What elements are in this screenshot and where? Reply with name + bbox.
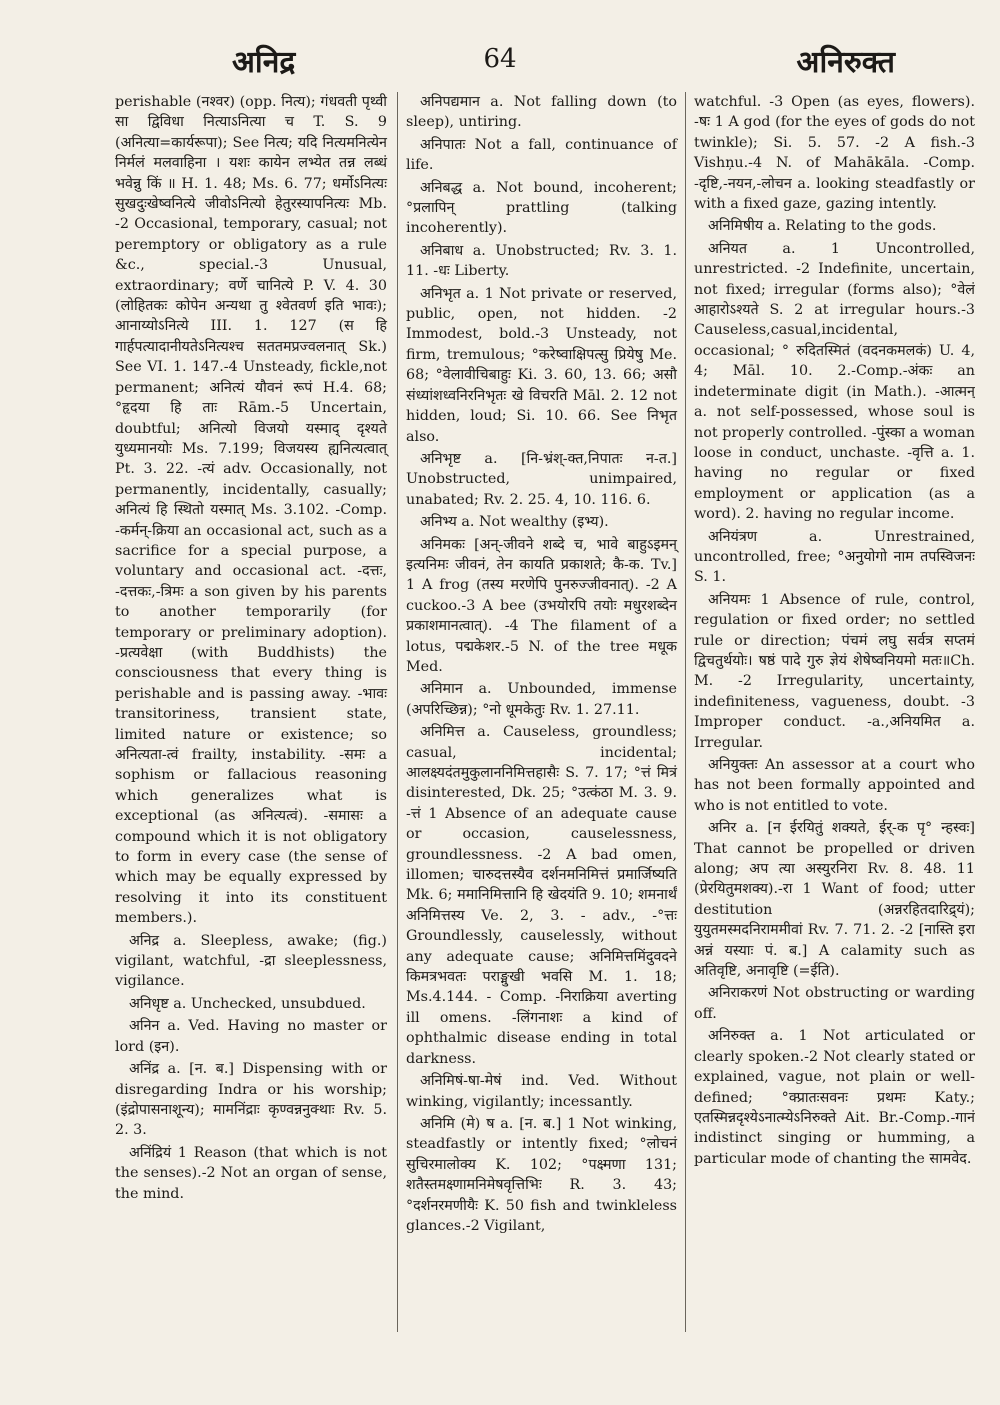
entry: perishable (नश्वर) (opp. नित्य); गंधवती पृथ्वी सा द्विविधा नित्याऽनित्या च T. S. 9 (अनित्या=कार्यरूपा); See नित्य; यदि नित्यमनित्येन निर्मलं मलवाहिना । यशः कायेन लभ्येत तन्न लब्धं भवेन्नु किं ॥ H. 1. 48; Ms. 6. 77; धर्मोऽनित्यः सुखदुःखेष्वनित्ये जीवोऽनित्यो हेतुरस्यापनित्यः Mb. -2 Occasional, temporary, casual; not peremptory or obligatory as a rule &c., special.-3 Unusual, extraordinary; वर्णे चानित्ये P. V. 4. 30 (लोहितकः कोपेन अन्यथा तु श्वेतवर्ण इति भावः); आनाय्योऽनित्ये III. 1. 127 (स हि गार्हपत्यादानीयतेऽनित्यश्च सततमप्रज्वलनात् Sk.) See VI. 1. 147.-4 Unsteady, fickle,not permanent; अनित्यं यौवनं रूपं H.4. 68; °हृदया हि ताः Rām.-5 Uncertain, doubtful; अनित्यो विजयो यस्माद् दृश्यते युध्यमानयोः Ms. 7.199; विजयस्य ह्यनित्यत्वात् Pt. 3. 22. -त्यं adv. Occasionally, not permanently, incidentally, casually; अनित्यं हि स्थितो यस्मात् Ms. 3.102. -Comp. -कर्मन्-क्रिया an occasional act, such as a sacrifice for a special purpose, a voluntary and occasional act. -दत्तः, -दत्तकः,-त्रिमः a son given by his parents to another temporarily (for temporary or preliminary adoption). -प्रत्यवेक्षा (with Buddhists) the consciousness that every thing is perishable and is passing away. -भावः transitoriness, transient state, limited nature or existence; so अनित्यता-त्वं frailty, instability. -समः a sophism or fallacious reasoning which generalizes what is exceptional (as अनित्यत्वं). -समासः a compound which it is not obligatory to form in every case (the sense of which may be equally expressed by resolving it into its constituent members.). — [115, 94, 387, 927]
entry: अनिमिषीय a. Relating to the gods. — [708, 218, 937, 235]
entry: अनिभृत a. 1 Not private or reserved, public, open, not hidden. -2 Immodest, bold.-3 Unsteady, not firm, tremulous; °करेष्वाक्षिपत्सु प्रियेषु Me. 68; °वेलावीचिबाहुः Ki. 3. 60, 13. 66; असौ संध्यांशध्वनिरनिभृतः खे विचरति Māl. 2. 12 not hidden, loud; Si. 10. 66. See निभृत also. — [406, 285, 677, 445]
entry: अनिबाध a. Unobstructed; Rv. 3. 1. 11. -धः Liberty. — [406, 242, 677, 280]
entry: अनिद्र a. Sleepless, awake; (fig.) vigilant, watchful, -द्रा sleeplessness, vigilance. — [115, 932, 387, 990]
entry: अनिमिषं-षा-मेषं ind. Ved. Without winking, vigilantly; incessantly. — [406, 1073, 677, 1110]
entry: अनियंत्रण a. Unrestrained, uncontrolled, free; °अनुयोगो नाम तपस्विजनः S. 1. — [694, 528, 975, 586]
entry: watchful. -3 Open (as eyes, flowers). -षः 1 A god (for the eyes of gods do not twinkle); Si. 5. 57. -2 A fish.-3 Vishņu.-4 N. of Mahākāla. -Comp. -दृष्टि,-नयन,-लोचन a. looking steadfastly or with a fixed gaze, gazing intently. — [694, 94, 975, 213]
entry: अनिन a. Ved. Having no master or lord (इन). — [115, 1018, 387, 1055]
column-2 — [397, 92, 685, 1332]
entry: अनिबद्ध a. Not bound, incoherent; °प्रलापिन् prattling (talking incoherently). — [406, 179, 677, 237]
entry: अनिमित्त a. Causeless, groundless; casual, incidental; आलक्ष्यदंतमुकुलाननिमित्तहासैः S. 7. 17; °त्तं मित्रं disinterested, Dk. 25; °उत्कंठा M. 3. 9. -त्तं 1 Absence of an adequate cause or occasion, causelessness, groundlessness. -2 A bad omen, illomen; चारुदत्तस्यैव दर्शनमनिमित्तं प्रमार्जिष्यति Mk. 6; ममानिमित्तानि हि खेदयंति 9. 10; शमनार्थं अनिमित्तस्य Ve. 2, 3. - adv., -°त्तः Groundlessly, causelessly, without any adequate cause; अनिमित्तमिंदुवदने किमत्रभवतः पराङ्मुखी भवसि M. 1. 18; Ms.4.144. - Comp. -निराक्रिया averting ill omens. -लिंगनाशः a kind of ophthalmic disease ending in total darkness. — [406, 724, 677, 1067]
entry: अनिमकः [अन्-जीवने शब्दे च, भावे बाहुऽइमन् इत्यनिमः जीवनं, तेन कायति प्रकाशते; कै-क. Tv.] 1 A frog (तस्य मरणेपि पुनरुज्जीवनात्). -2 A cuckoo.-3 A bee (उभयोरपि तयोः मधुरशब्देन प्रकाशमानत्वात्). -4 The filament of a lotus, पद्मकेशर.-5 N. of the tree मधूक Med. — [406, 536, 677, 675]
page-number: 64 — [483, 44, 517, 74]
entry: अनिरुक्त a. 1 Not articulated or clearly spoken.-2 Not clearly stated or explained, vague, not plain or well-defined; °क्प्रातःसवनः प्रथमः Katy.; एतस्मिन्नदृश्येऽनात्म्येऽनिरुक्ते Ait. Br.-Comp.-गानं indistinct singing or humming, a particular mode of chanting the सामवेद. — [694, 1028, 975, 1167]
entry: अनिर a. [न ईरयितुं शक्यते, ईर्-क पृ° न्हस्वः] That cannot be propelled or driven along; अप त्या अस्युरनिरा Rv. 8. 48. 11 (प्रेरयितुमशक्य).-रा 1 Want of food; utter destitution (अन्नरहितदारिद्र्यं); युयुतमस्मदनिराममीवां Rv. 7. 71. 2. -2 [नास्ति इरा अन्नं यस्याः पं. ब.] A calamity such as अतिवृष्टि, अनावृष्टि (=ईति). — [694, 820, 975, 980]
entry: अनिंद्रियं 1 Reason (that which is not the senses).-2 Not an organ of sense, the mind. — [115, 1144, 387, 1202]
entry: अनिमान a. Unbounded, immense (अपरिच्छिन्न); °नो धूमकेतुः Rv. 1. 27.11. — [406, 681, 677, 718]
entry: अनिमि (मे) ष a. [न. ब.] 1 Not winking, steadfastly or intently fixed; °लोचनं सुचिरमालोक्य K. 102; °पक्ष्मणा 131; शतैस्तमक्ष्णामनिमेषवृत्तिभिः R. 3. 43; °दर्शनरमणीयैः K. 50 fish and twinkleless glances.-2 Vigilant, — [406, 1115, 677, 1234]
columns-container — [115, 92, 975, 1332]
entry: अनियुक्तः An assessor at a court who has not been formally appointed and who is not entitled to vote. — [694, 757, 975, 814]
entry: अनियत a. 1 Uncontrolled, unrestricted. -2 Indefinite, uncertain, not fixed; irregular (forms also); °वेलं आहारोऽश्यते S. 2 at irregular hours.-3 Causeless,casual,incidental, occasional; ° रुदितस्मितं (वदनकमलकं) U. 4, 4; Māl. 10. 2.-Comp.-अंकः an indeterminate digit (in Math.). -आत्मन् a. not self-possessed, whose soul is not properly controlled. -पुंस्का a woman loose in conduct, unchaste. -वृत्ति a. 1. having no regular or fixed employment or application (as a word). 2. having no regular income. — [694, 240, 975, 523]
entry: अनिपद्यमान a. Not falling down (to sleep), untiring. — [406, 94, 677, 131]
header-right-guide-word: अनिरुक्त — [796, 45, 895, 80]
entry: अनिंद्र a. [न. ब.] Dispensing with or disregarding Indra or his worship; (इंद्रोपासनाशून्य); मामनिंद्राः कृण्वन्ननुक्थाः Rv. 5. 2. 3. — [115, 1061, 387, 1139]
entry: अनिराकरणं Not obstructing or warding off. — [694, 985, 975, 1022]
column-1 — [115, 92, 397, 1332]
header-left-guide-word: अनिद्र — [232, 45, 296, 80]
entry: अनिधृष्ट a. Unchecked, unsubdued. — [129, 995, 366, 1012]
entry: अनिभृष्ट a. [नि-भ्रंश्-क्त,निपातः न-त.] Unobstructed, unimpaired, unabated; Rv. 2. 25. 4, 10. 116. 6. — [406, 450, 677, 508]
entry: अनियमः 1 Absence of rule, control, regulation or fixed order; no settled rule or direction; पंचमं लघु सर्वत्र सप्तमं द्विचतुर्थयोः। षष्ठं पादे गुरु ज्ञेयं शेषेष्वनियमो मतः॥Ch. M. -2 Irregularity, uncertainty, indefiniteness, vagueness, doubt. -3 Improper conduct. -a.,अनियमित a. Irregular. — [694, 591, 975, 751]
entry: अनिभ्य a. Not wealthy (इभ्य). — [420, 514, 609, 531]
entry: अनिपातः Not a fall, continuance of life. — [406, 136, 677, 174]
column-3 — [685, 92, 975, 1332]
